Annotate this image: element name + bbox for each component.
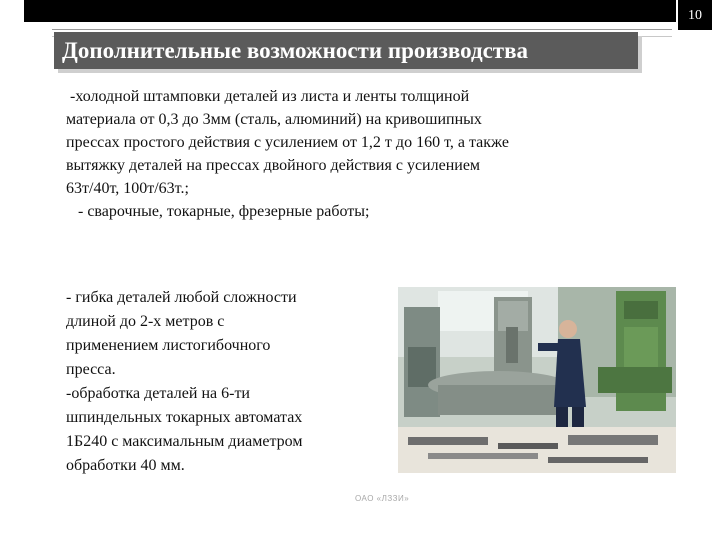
text-line: - гибка деталей любой сложности (66, 289, 297, 306)
workshop-photo-illustration (398, 287, 676, 473)
slide-title: Дополнительные возможности производства (62, 38, 529, 63)
text-line: пресса. (66, 361, 116, 378)
text-line: - сварочные, токарные, фрезерные работы; (78, 203, 370, 220)
title-banner (54, 32, 638, 69)
workshop-photo (398, 287, 676, 473)
text-line: шпиндельных токарных автоматах (66, 409, 303, 426)
divider-line (52, 29, 672, 30)
text-line: -холодной штамповки деталей из листа и ленты толщиной (70, 88, 470, 105)
text-line: обработки 40 мм. (66, 457, 185, 474)
services-text-top (66, 85, 646, 223)
text-line: -обработка деталей на 6-ти (66, 385, 250, 402)
text-line: материала от 0,3 до 3мм (сталь, алюминий) на кривошипных (66, 111, 482, 128)
text-line: длиной до 2-х метров с (66, 313, 225, 330)
text-line: прессах простого действия с усилением от 1,2 т до 160 т, а также (66, 134, 509, 151)
text-line: 1Б240 с максимальным диаметром (66, 433, 303, 450)
text-line: вытяжку деталей на прессах двойного действия с усилением (66, 157, 481, 174)
slide-number: 10 (676, 0, 712, 30)
services-text-bottom (66, 286, 386, 478)
footer-company: ОАО «ЛЗЗИ» (355, 494, 410, 503)
top-decorative-bar (24, 0, 676, 22)
text-line: применением листогибочного (66, 337, 271, 354)
text-line: 63т/40т, 100т/63т.; (66, 180, 189, 197)
